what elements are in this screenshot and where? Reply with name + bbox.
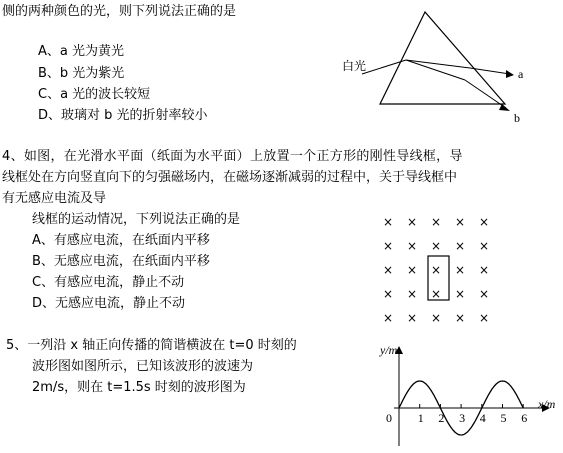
field-cross-icon: × — [382, 215, 394, 229]
field-cross-icon: × — [430, 215, 442, 229]
y-axis-label: y/m — [380, 343, 398, 357]
field-cross-icon: × — [478, 287, 490, 301]
field-cross-icon: × — [454, 311, 466, 325]
glass-prism — [380, 12, 505, 104]
magnetic-field-diagram — [380, 208, 500, 328]
field-cross-icon: × — [382, 311, 394, 325]
q3-option-b: B、b 光为紫光 — [38, 66, 125, 81]
inner-ray-b — [406, 60, 465, 80]
field-cross-icon: × — [454, 287, 466, 301]
q4-option-a: A、有感应电流，在纸面内平移 — [32, 233, 210, 248]
q5-stem-line-2: 波形图如图所示，已知该波形的波速为 — [32, 359, 254, 374]
wave-graph — [370, 338, 560, 448]
x-axis-label: x/m — [538, 397, 556, 411]
light-label: 白光 — [342, 59, 367, 73]
field-cross-icon: × — [454, 215, 466, 229]
x-tick-label: 3 — [459, 411, 466, 425]
field-cross-icon: × — [406, 287, 418, 301]
q3-stem-tail: 侧的两种颜色的光，则下列说法正确的是 — [2, 4, 237, 19]
field-cross-icon: × — [430, 263, 442, 277]
q3-option-c: C、a 光的波长较短 — [38, 87, 151, 102]
field-cross-icon: × — [454, 263, 466, 277]
origin-label: 0 — [386, 411, 392, 425]
field-cross-icon: × — [406, 215, 418, 229]
q3-option-a: A、a 光为黄光 — [38, 44, 124, 59]
arrow-a-icon — [506, 70, 514, 78]
field-cross-icon: × — [478, 263, 490, 277]
field-cross-icon: × — [478, 239, 490, 253]
field-cross-icon: × — [430, 287, 442, 301]
field-cross-icon: × — [406, 311, 418, 325]
field-cross-icon: × — [454, 239, 466, 253]
q4-stem-line-3: 有无感应电流及导 — [2, 191, 107, 206]
field-cross-icon: × — [478, 311, 490, 325]
prism-diagram — [330, 8, 530, 128]
q4-option-b: B、无感应电流，在纸面内平移 — [32, 254, 210, 269]
q4-stem-line-2: 线框处在方向竖直向下的匀强磁场内，在磁场逐渐减弱的过程中，关于导线框中 — [2, 170, 458, 185]
field-cross-icon: × — [406, 239, 418, 253]
field-cross-icon: × — [430, 239, 442, 253]
field-cross-icon: × — [382, 287, 394, 301]
q5-stem-line-1: 5、一列沿 x 轴正向传播的简谐横波在 t=0 时刻的 — [6, 338, 297, 353]
q4-option-c: C、有感应电流，静止不动 — [32, 275, 185, 290]
q4-option-d: D、无感应电流，静止不动 — [32, 296, 186, 311]
x-tick-label: 5 — [500, 411, 507, 425]
field-cross-icon: × — [478, 215, 490, 229]
field-cross-icon: × — [406, 263, 418, 277]
x-tick-label: 1 — [417, 411, 424, 425]
ray-a-label: a — [518, 67, 524, 81]
x-tick-label: 4 — [479, 411, 486, 425]
incident-ray — [362, 60, 406, 74]
x-tick-label: 2 — [438, 411, 445, 425]
q4-stem-line-4: 线框的运动情况，下列说法正确的是 — [32, 212, 241, 227]
field-cross-icon: × — [382, 239, 394, 253]
ray-b-label: b — [514, 111, 520, 125]
q3-option-d: D、玻璃对 b 光的折射率较小 — [38, 108, 208, 123]
field-cross-icon: × — [382, 263, 394, 277]
q4-stem-line-1: 4、如图，在光滑水平面（纸面为水平面）上放置一个正方形的刚性导线框，导 — [2, 149, 463, 164]
inner-ray-a — [406, 60, 470, 68]
q5-stem-line-3: 2m/s，则在 t=1.5s 时刻的波形图为 — [32, 380, 246, 395]
field-cross-icon: × — [430, 311, 442, 325]
x-tick-label: 6 — [521, 411, 528, 425]
arrow-b-icon — [499, 104, 510, 111]
